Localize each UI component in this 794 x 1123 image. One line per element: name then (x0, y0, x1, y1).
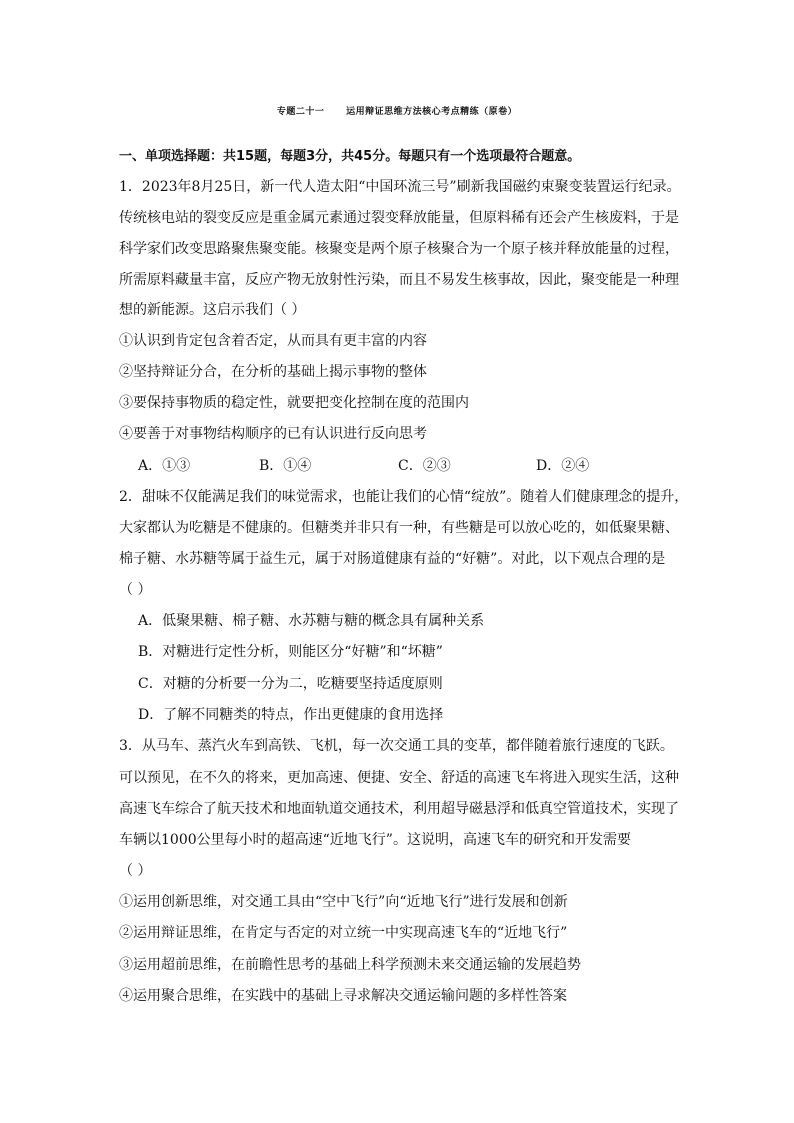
question-3-line-3: 高速飞车综合了航天技术和地面轨道交通技术，利用超导磁悬浮和低真空管道技术，实现了 (119, 801, 679, 817)
question-1-line-2: 传统核电站的裂变反应是重金属元素通过裂变释放能量，但原料稀有还会产生核废料，于是 (119, 210, 679, 226)
question-1-choice-a[interactable]: A．①③ (138, 458, 191, 474)
question-1-line-1: 1．2023年8月25日，新一代人造太阳“中国环流三号”刷新我国磁约束聚变装置运行纪录。 (119, 179, 681, 195)
question-3-line-5: （ ） (119, 863, 152, 879)
question-2-option-b[interactable]: B．对糖进行定性分析，则能区分“好糖”和“坏糖” (138, 644, 443, 660)
question-1-line-4: 所需原料藏量丰富，反应产物无放射性污染，而且不易发生核事故，因此，聚变能是一种理 (119, 272, 679, 288)
question-2-option-a[interactable]: A．低聚果糖、棉子糖、水苏糖与糖的概念具有属种关系 (138, 613, 485, 629)
question-1-statement-4: ④要善于对事物结构顺序的已有认识进行反向思考 (119, 426, 427, 442)
question-1-choices (138, 455, 658, 475)
question-2-option-c[interactable]: C．对糖的分析要一分为二，吃糖要坚持适度原则 (138, 676, 443, 692)
question-3-line-2: 可以预见，在不久的将来，更加高速、便捷、安全、舒适的高速飞车将进入现实生活，这种 (119, 770, 679, 786)
question-1-choice-d[interactable]: D．②④ (536, 458, 590, 474)
question-3-statement-2: ②运用辩证思维，在肯定与否定的对立统一中实现高速飞车的“近地飞行” (119, 925, 568, 941)
question-1-statement-3: ③要保持事物质的稳定性，就要把变化控制在度的范围内 (119, 395, 469, 411)
question-2-option-d[interactable]: D．了解不同糖类的特点，作出更健康的食用选择 (138, 707, 444, 723)
question-1-line-5: 想的新能源。这启示我们（ ） (119, 302, 306, 318)
question-3-statement-1: ①运用创新思维，对交通工具由“空中飞行”向“近地飞行”进行发展和创新 (119, 894, 568, 910)
question-2-line-3: 棉子糖、水苏糖等属于益生元，属于对肠道健康有益的“好糖”。对此，以下观点合理的是 (119, 551, 666, 567)
question-1-statement-1: ①认识到肯定包含着否定，从而具有更丰富的内容 (119, 333, 427, 349)
question-2-line-4: （ ） (119, 582, 152, 598)
question-1-line-3: 科学家们改变思路聚焦聚变能。核聚变是两个原子核聚合为一个原子核并释放能量的过程， (119, 241, 679, 257)
page-title: 专题二十一 运用辩证思维方法核心考点精练（原卷） (276, 107, 518, 117)
section-heading: 一、单项选择题：共15题，每题3分，共45分。每题只有一个选项最符合题意。 (119, 149, 581, 164)
question-1-choice-b[interactable]: B．①④ (259, 458, 312, 474)
question-1-statement-2: ②坚持辩证分合，在分析的基础上揭示事物的整体 (119, 364, 427, 380)
question-1-choice-c[interactable]: C．②③ (398, 458, 451, 474)
question-3-line-4: 车辆以1000公里每小时的超高速“近地飞行”。这说明，高速飞车的研究和开发需要 (119, 832, 631, 848)
question-2-line-2: 大家都认为吃糖是不健康的。但糖类并非只有一种，有些糖是可以放心吃的，如低聚果糖、 (119, 520, 679, 536)
question-3-statement-3: ③运用超前思维，在前瞻性思考的基础上科学预测未来交通运输的发展趋势 (119, 957, 581, 973)
question-3-statement-4: ④运用聚合思维，在实践中的基础上寻求解决交通运输问题的多样性答案 (119, 988, 567, 1004)
question-3-line-1: 3．从马车、蒸汽火车到高铁、飞机，每一次交通工具的变革，都伴随着旅行速度的飞跃。 (119, 738, 674, 754)
question-2-line-1: 2．甜味不仅能满足我们的味觉需求，也能让我们的心情“绽放”。随着人们健康理念的提升， (119, 489, 689, 505)
